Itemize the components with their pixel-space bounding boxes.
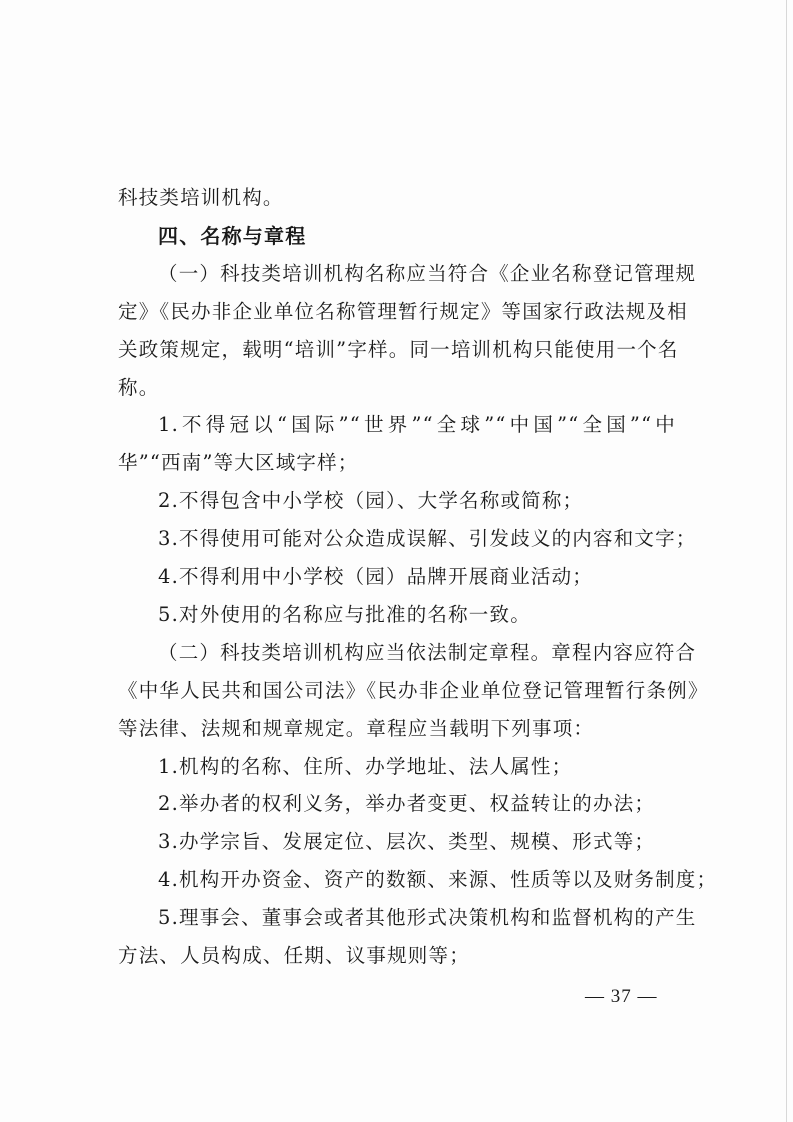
text-line: 关政策规定，载明“培训”字样。同一培训机构只能使用一个名 [118, 338, 679, 361]
text-line: 2.不得包含中小学校（园）、大学名称或简称； [158, 489, 584, 512]
text-line: 1.机构的名称、住所、办学地址、法人属性； [158, 755, 573, 778]
text-line: （一）科技类培训机构名称应当符合《企业名称登记管理规 [158, 262, 697, 285]
scan-edge-divider [786, 0, 787, 1122]
text-line: 4.机构开办资金、资产的数额、来源、性质等以及财务制度； [158, 868, 718, 891]
text-line: 科技类培训机构。 [118, 186, 284, 209]
text-line: 3.办学宗旨、发展定位、层次、类型、规模、形式等； [158, 830, 656, 853]
text-line: 定》《民办非企业单位名称管理暂行规定》等国家行政法规及相 [118, 300, 688, 323]
text-line: 等法律、法规和规章规定。章程应当载明下列事项： [118, 717, 595, 740]
text-line: 4.不得利用中小学校（园）品牌开展商业活动； [158, 565, 594, 588]
text-line: 1.不得冠以“国际”“世界”“全球”“中国”“全国”“中 [158, 413, 676, 436]
text-line: 方法、人员构成、任期、议事规则等； [118, 944, 470, 967]
page-number: — 37 — [585, 986, 658, 1007]
text-line: 5.理事会、董事会或者其他形式决策机构和监督机构的产生 [158, 906, 697, 929]
text-line: 3.不得使用可能对公众造成误解、引发歧义的内容和文字； [158, 527, 697, 550]
section-heading: 四、名称与章程 [158, 224, 307, 248]
text-line: 华”“西南”等大区域字样； [118, 451, 359, 474]
text-line: （二）科技类培训机构应当依法制定章程。章程内容应符合 [158, 641, 697, 664]
text-line: 称。 [118, 376, 160, 399]
text-line: 5.对外使用的名称应与批准的名称一致。 [158, 603, 531, 626]
text-line: 2.举办者的权利义务，举办者变更、权益转让的办法； [158, 792, 656, 815]
text-line: 《中华人民共和国公司法》《民办非企业单位登记管理暂行条例》 [118, 679, 709, 702]
